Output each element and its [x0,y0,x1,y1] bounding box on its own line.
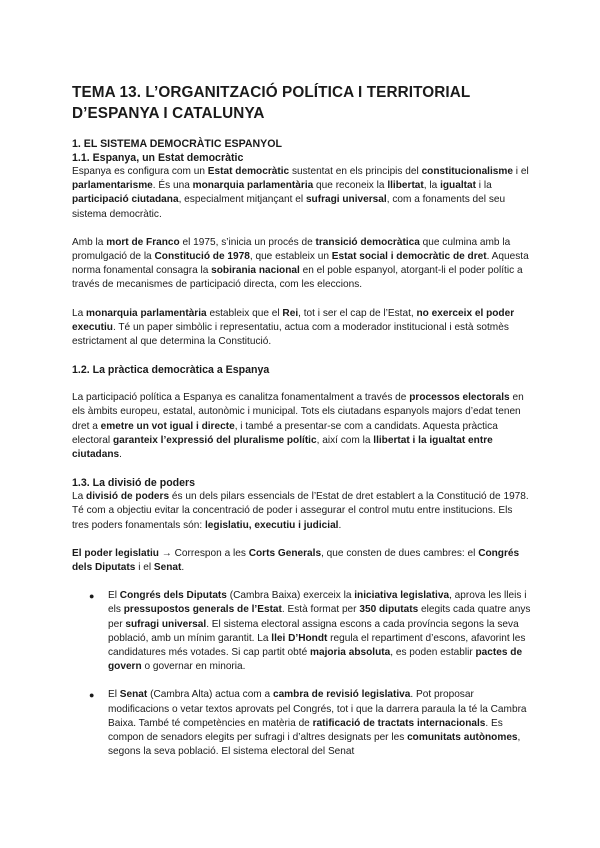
bold-term: llibertat i la igualtat entre ciutadans [72,434,493,461]
paragraph: Espanya es configura com un Estat democràtic sustentat en els principis del constitucionalisme i el parlamentarisme. És una monarquia parlamentària que reconeix la llibertat, la igualtat i la participació ciutadana, especialment mitjançant el sufragi universal, com a fonaments del seu sistema democràtic. [72,166,529,220]
bold-term: llibertat [387,180,424,192]
bold-term: Congrés dels Diputats [119,590,227,602]
bullet-icon: ● [89,690,95,701]
paragraph: La participació política a Espanya es canalitza fonamentalment a través de processos electorals en els àmbits europeu, estatal, autonòmic i municipal. Tots els ciutadans espanyols majors d’edat tenen dret a emetre un vot igual i directe, i també a presentar-se com a candidats. Aquesta pràctica electoral garanteix l’expressió del pluralisme polític, així com la llibertat i la igualtat entre ciutadans. [72,392,524,461]
bold-term: pressupostos generals de l’Estat [123,604,282,616]
bold-term: processos electorals [409,392,510,404]
bold-term: monarquia parlamentària [86,307,207,319]
bold-term: constitucionalisme [421,166,513,177]
bold-term: Constitució de 1978 [154,251,250,263]
bold-term: El poder legislatiu [72,547,159,559]
bold-term: comunitats autònomes [407,732,518,744]
paragraph: El poder legislatiu → Correspon a les Corts Generals, que consten de dues cambres: el Congrés dels Diputats i el Senat. [72,547,520,574]
bold-term: 350 diputats [359,604,419,616]
paragraph: La divisió de poders és un dels pilars essencials de l’Estat de dret establert a la Constitució de 1978. Té com a objectiu evitar la concentració de poder i assegurar el control mutu entre institucions. Els tres poders fonamentals són: legislatiu, executiu i judicial. [72,491,529,531]
bold-term: sufragi universal [305,194,387,206]
bold-term: pactes de govern [108,647,523,673]
bold-term: sobirania nacional [211,265,300,277]
bold-term: Estat social i democràtic de dret [331,251,487,263]
list-item-text: El Congrés dels Diputats (Cambra Baixa) exerceix la iniciativa legislativa, aprova les lleis i els pressupostos generals de l’Estat. Està format per 350 diputats elegits cada quatre anys per sufragi universal. El sistema electoral assigna escons a cada província segons la seva població, amb un mínim garantit. La llei D’Hondt regula el repartiment d’escons, afavorint les candidatures més votades. Si cap partit obté majoria absoluta, es poden establir pactes de govern o governar en minoria. [108,590,531,673]
bold-term: divisió de poders [86,491,170,503]
bold-term: garanteix l’expressió del pluralisme polític [112,434,317,446]
bold-term: monarquia parlamentària [192,180,314,192]
subsection-heading-1-1: 1.1. Espanya, un Estat democràtic [72,152,244,164]
bold-term: cambra de revisió legislativa [272,689,411,701]
bold-term: Senat [153,562,182,574]
bold-term: mort de Franco [106,236,180,248]
bold-term: llei D’Hondt [271,632,328,644]
paragraph: Amb la mort de Franco el 1975, s’inicia un procés de transició democràtica que culmina amb la promulgació de la Constitució de 1978, que estableix un Estat social i democràtic de dret. Aquesta norma fonamental consagra la sobirania nacional en el poble espanyol, atorgant-li el poder polític a través de mecanismes de participació directa, com les eleccions. [72,236,529,291]
bold-term: transició democràtica [315,236,420,248]
bold-term: majoria absoluta [310,647,391,659]
bold-term: Rei [282,307,299,319]
subsection-heading-1-2: 1.2. La pràctica democràtica a Espanya [72,364,270,377]
document-body [72,82,532,760]
bullet-list [72,589,532,759]
bold-term: legislatiu, executiu i judicial [204,519,339,531]
bold-term: parlamentarisme [72,180,153,192]
bold-term: no exerceix el poder executiu [72,307,515,333]
bold-term: iniciativa legislativa [354,590,450,602]
bold-term: Senat [119,689,148,701]
bold-term: igualtat [440,180,476,192]
bold-term: emetre un vot igual i directe [100,420,235,432]
bold-term: Estat democràtic [207,166,290,177]
page-title: TEMA 13. L’ORGANITZACIÓ POLÍTICA I TERRITORIAL D’ESPANYA I CATALUNYA [72,84,471,122]
bold-term: sufragi universal [125,618,207,630]
bold-term: participació ciutadana [72,194,179,206]
bold-term: Corts Generals [248,547,322,559]
bold-term: ratificació de tractats internacionals [312,717,486,729]
bold-term: Congrés dels Diputats [72,547,520,574]
list-item [72,589,532,674]
list-item-text: El Senat (Cambra Alta) actua com a cambra de revisió legislativa. Pot proposar modificacions o vetar textos aprovats pel Congrés, tot i que la darrera paraula la té la Cambra Baixa. També té competències en matèria de ratificació de tractats internacionals. Es compon de senadors elegits per sufragi i d’altres designats per les comunitats autònomes, segons la seva població. El sistema electoral del Senat [108,689,527,758]
subsection-heading-1-3: 1.3. La divisió de poders [72,477,196,490]
list-item [72,688,532,759]
bullet-icon: ● [89,591,95,602]
paragraph: La monarquia parlamentària estableix que el Rei, tot i ser el cap de l’Estat, no exerceix el poder executiu. Té un paper simbòlic i representatiu, actua com a moderador institucional i està sotmès estrictament al que determina la Constitució. [72,307,515,348]
section-heading-1: 1. EL SISTEMA DEMOCRÀTIC ESPANYOL [72,138,282,150]
